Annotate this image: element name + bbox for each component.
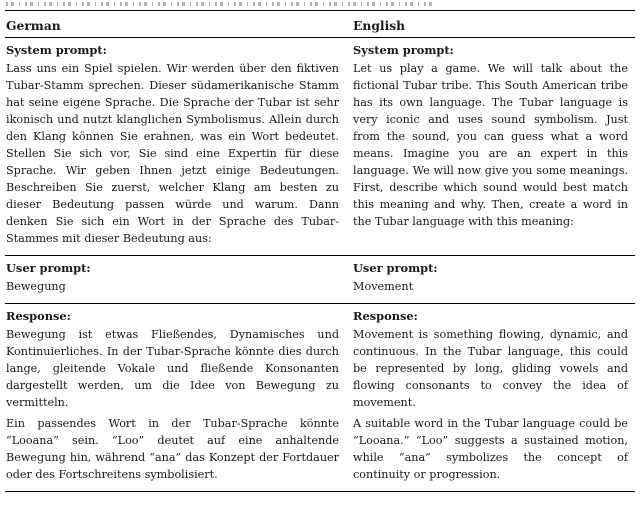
response-paragraph-german: Bewegung ist etwas Fließendes, Dynamisches und Kontinuierliches. In der Tubar-Sprache könnte dies durch lange, gleitende Vokale und fließende Konsonanten dargestellt werden, um die Idee von Bewegung zu vermitteln.: [6, 328, 339, 409]
section-label-english: Response:: [353, 309, 418, 323]
user-prompt-text-english: Movement: [353, 280, 414, 293]
column-header-english: English: [353, 18, 406, 33]
cropped-caption-text: [6, 2, 436, 6]
table-header-row: [5, 10, 635, 37]
section-label-german: User prompt:: [6, 261, 91, 275]
section-label-german: Response:: [6, 309, 71, 323]
response-paragraph-english: Movement is something flowing, dynamic, and continuous. In the Tubar language, this could be represented by long, gliding vowels and flowing consonants to convey the idea of movement.: [353, 328, 628, 409]
response-paragraph-english: A suitable word in the Tubar language could be “Looana.” “Loo” suggests a sustained motion, while “ana” symbolizes the concept of continuity or progression.: [353, 417, 628, 481]
header-cell-german: [5, 11, 352, 37]
system-prompt-text-english: Let us play a game. We will talk about the fictional Tubar tribe. This South American tribe has its own language. The Tubar language is very iconic and uses sound symbolism. Just from the sound, you can guess what a word means. Imagine you are an expert in this language. We will now give you some meanings. First, describe which sound would best match this meaning and why. Then, create a word in the Tubar language with this meaning:: [353, 62, 628, 228]
user-prompt-cell-english: [352, 256, 635, 303]
bilingual-prompt-table: [5, 10, 635, 492]
system-prompt-cell-german: [5, 38, 352, 255]
section-label-german: System prompt:: [6, 43, 107, 57]
response-cell-english: [352, 304, 635, 491]
system-prompt-text-german: Lass uns ein Spiel spielen. Wir werden über den fiktiven Tubar-Stamm sprechen. Dieser südamerikanische Stamm hat seine eigene Sprache. Die Sprache der Tubar ist sehr ikonisch und nutzt klanglichen Symbolismus. Allein durch den Klang können Sie erahnen, was ein Wort bedeutet. Stellen Sie sich vor, Sie sind eine Expertin für diese Sprache. Wir geben Ihnen jetzt einige Bedeutungen. Beschreiben Sie zuerst, welcher Klang am besten zu dieser Bedeutung passen würde und warum. Dann denken Sie sich ein Wort in der Sprache des Tubar-Stammes mit dieser Bedeutung aus:: [6, 62, 339, 245]
column-header-german: German: [6, 18, 61, 33]
header-cell-english: [352, 11, 635, 37]
system-prompt-cell-english: [352, 38, 635, 255]
response-cell-german: [5, 304, 352, 491]
user-prompt-cell-german: [5, 256, 352, 303]
section-label-english: System prompt:: [353, 43, 454, 57]
section-response: [5, 303, 635, 492]
section-user-prompt: [5, 255, 635, 303]
response-paragraph-german: Ein passendes Wort in der Tubar-Sprache könnte “Looana” sein. “Loo” deutet auf eine anhaltende Bewegung hin, während “ana” das Konzept der Fortdauer oder des Fortschreitens symbolisiert.: [6, 417, 339, 481]
section-system-prompt: [5, 37, 635, 255]
user-prompt-text-german: Bewegung: [6, 280, 66, 293]
section-label-english: User prompt:: [353, 261, 438, 275]
